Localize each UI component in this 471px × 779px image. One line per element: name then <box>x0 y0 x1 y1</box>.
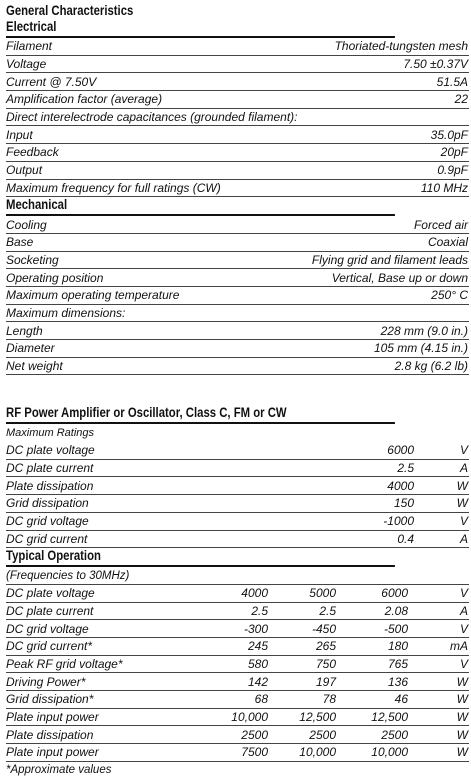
typical-value-3: 2500 <box>381 727 408 742</box>
mechanical-heading: Mechanical <box>6 197 395 216</box>
rating-unit: V <box>459 514 468 529</box>
spec-label: Base <box>6 235 34 250</box>
rating-label: DC plate voltage <box>6 443 95 458</box>
spec-label: Filament <box>6 39 53 54</box>
spec-value: 105 mm (4.15 in.) <box>373 341 468 356</box>
spec-value: 20pF <box>440 145 468 160</box>
spec-value: 2.8 kg (6.2 lb) <box>394 359 468 374</box>
spec-label: Voltage <box>6 57 47 72</box>
rating-row <box>6 495 469 513</box>
spec-value: 35.0pF <box>430 127 468 142</box>
section-spacer <box>6 375 469 405</box>
typical-unit: W <box>456 745 468 760</box>
rating-unit: A <box>459 531 468 546</box>
typical-value-3: 12,500 <box>371 710 408 725</box>
spec-value: 228 mm (9.0 in.) <box>380 323 468 338</box>
spec-value: 22 <box>454 92 468 107</box>
spec-row <box>6 322 469 340</box>
typical-label: DC plate current <box>6 603 94 618</box>
spec-row <box>6 162 469 180</box>
typical-value-2: 2500 <box>309 727 336 742</box>
spec-row <box>6 109 469 127</box>
typical-label: Plate dissipation <box>6 727 94 742</box>
rating-value: 0.4 <box>397 531 414 546</box>
typical-value-3: 46 <box>394 692 408 707</box>
spec-label: Direct interelectrode capacitances (grounded filament): <box>6 110 298 125</box>
spec-value: Flying grid and filament leads <box>311 252 468 267</box>
spec-value: 51.5A <box>436 74 468 89</box>
spec-value: 7.50 ±0.37V <box>403 57 468 72</box>
spec-row <box>6 56 469 74</box>
rating-value: 4000 <box>387 478 414 493</box>
typical-label: DC grid voltage <box>6 621 89 636</box>
spec-value: Vertical, Base up or down <box>331 270 468 285</box>
spec-row <box>6 216 469 234</box>
typical-unit: W <box>456 710 468 725</box>
typical-value-1: -300 <box>243 621 268 636</box>
typical-value-3: 765 <box>387 656 408 671</box>
rating-row <box>6 460 469 478</box>
typical-row <box>6 691 469 709</box>
spec-label: Length <box>6 323 43 338</box>
typical-unit: mA <box>450 639 468 654</box>
rating-value: -1000 <box>383 514 414 529</box>
typical-subtitle: (Frequencies to 30MHz) <box>6 569 130 582</box>
rating-value: 2.5 <box>397 461 414 476</box>
spec-label: Current @ 7.50V <box>6 74 97 89</box>
typical-heading: Typical Operation <box>6 548 395 567</box>
typical-unit: V <box>459 586 468 601</box>
typical-label: DC grid current* <box>6 639 93 654</box>
typical-value-3: 10,000 <box>371 745 408 760</box>
typical-label: Driving Power* <box>6 674 86 689</box>
spec-row <box>6 73 469 91</box>
spec-value: 0.9pF <box>437 163 468 178</box>
footnote: *Approximate values <box>6 763 112 776</box>
spec-label: Diameter <box>6 341 55 356</box>
rf-heading: RF Power Amplifier or Oscillator, Class C, FM or CW <box>6 405 395 424</box>
page-title: General Characteristics <box>6 3 134 18</box>
typical-value-3: 2.08 <box>384 603 408 618</box>
spec-label: Socketing <box>6 252 59 267</box>
spec-value: Thoriated-tungsten mesh <box>334 39 468 54</box>
electrical-table <box>6 38 469 197</box>
typical-value-1: 2.5 <box>251 603 268 618</box>
spec-label: Maximum frequency for full ratings (CW) <box>6 180 221 195</box>
spec-value: 110 MHz <box>420 180 468 195</box>
mechanical-table <box>6 216 469 375</box>
spec-label: Maximum operating temperature <box>6 288 180 303</box>
spec-row <box>6 234 469 252</box>
typical-value-1: 2500 <box>241 727 268 742</box>
spec-row <box>6 126 469 144</box>
rating-label: Plate dissipation <box>6 478 94 493</box>
rating-unit: W <box>456 496 468 511</box>
electrical-heading: Electrical <box>6 19 395 38</box>
typical-row <box>6 709 469 727</box>
typical-value-1: 10,000 <box>231 710 268 725</box>
typical-value-2: -450 <box>311 621 336 636</box>
typical-value-2: 10,000 <box>299 745 336 760</box>
rating-value: 150 <box>393 496 414 511</box>
max-ratings-label <box>6 424 469 442</box>
typical-value-1: 245 <box>247 639 268 654</box>
typical-row <box>6 673 469 691</box>
typical-value-1: 142 <box>247 674 268 689</box>
typical-value-1: 4000 <box>241 586 268 601</box>
typical-value-2: 197 <box>315 674 336 689</box>
spec-value: Forced air <box>413 217 468 232</box>
rating-value: 6000 <box>387 443 414 458</box>
spec-value: 250° C <box>431 288 468 303</box>
spec-row <box>6 144 469 162</box>
spec-row <box>6 180 469 198</box>
typical-value-2: 2.5 <box>319 603 336 618</box>
rating-unit: W <box>456 478 468 493</box>
typical-value-2: 78 <box>322 692 336 707</box>
rating-label: DC grid voltage <box>6 514 89 529</box>
rating-row <box>6 442 469 460</box>
datasheet <box>6 0 469 779</box>
spec-row <box>6 358 469 376</box>
typical-row <box>6 585 469 603</box>
spec-label: Output <box>6 163 43 178</box>
typical-value-3: 6000 <box>381 586 408 601</box>
typical-unit: V <box>459 656 468 671</box>
rating-unit: V <box>459 443 468 458</box>
spec-row <box>6 252 469 270</box>
spec-label: Net weight <box>6 359 63 374</box>
typical-row <box>6 638 469 656</box>
spec-label: Input <box>6 127 33 142</box>
typical-table <box>6 585 469 762</box>
typical-value-3: -500 <box>383 621 408 636</box>
typical-label: Grid dissipation* <box>6 692 94 707</box>
typical-label: Peak RF grid voltage* <box>6 656 123 671</box>
spec-row <box>6 287 469 305</box>
typical-value-1: 7500 <box>241 745 268 760</box>
spec-row <box>6 269 469 287</box>
typical-subtitle-row <box>6 567 469 585</box>
spec-label: Operating position <box>6 270 104 285</box>
spec-label: Cooling <box>6 217 47 232</box>
typical-value-3: 180 <box>387 639 408 654</box>
typical-unit: A <box>459 603 468 618</box>
typical-value-1: 580 <box>247 656 268 671</box>
spec-value: Coaxial <box>427 235 468 250</box>
rating-unit: A <box>459 461 468 476</box>
rating-label: Grid dissipation <box>6 496 89 511</box>
typical-label: Plate input power <box>6 710 99 725</box>
typical-unit: W <box>456 674 468 689</box>
typical-label: Plate input power <box>6 745 99 760</box>
spec-row <box>6 340 469 358</box>
typical-value-3: 136 <box>387 674 408 689</box>
typical-row <box>6 656 469 674</box>
max-ratings-table <box>6 442 469 548</box>
spec-label: Maximum dimensions: <box>6 305 126 320</box>
rating-row <box>6 531 469 549</box>
spec-row <box>6 38 469 56</box>
spec-row <box>6 305 469 323</box>
typical-value-2: 750 <box>315 656 336 671</box>
typical-row <box>6 744 469 762</box>
typical-unit: W <box>456 692 468 707</box>
typical-row <box>6 726 469 744</box>
typical-value-2: 5000 <box>309 586 336 601</box>
typical-row <box>6 603 469 621</box>
rating-row <box>6 513 469 531</box>
rating-label: DC plate current <box>6 461 94 476</box>
typical-unit: W <box>456 727 468 742</box>
rating-row <box>6 477 469 495</box>
typical-value-2: 12,500 <box>299 710 336 725</box>
typical-value-2: 265 <box>315 639 336 654</box>
max-ratings-text: Maximum Ratings <box>6 427 95 440</box>
spec-label: Feedback <box>6 145 59 160</box>
typical-label: DC plate voltage <box>6 586 95 601</box>
rating-label: DC grid current <box>6 531 88 546</box>
spec-row <box>6 91 469 109</box>
typical-row <box>6 620 469 638</box>
spec-label: Amplification factor (average) <box>6 92 163 107</box>
typical-value-1: 68 <box>254 692 268 707</box>
typical-unit: V <box>459 621 468 636</box>
